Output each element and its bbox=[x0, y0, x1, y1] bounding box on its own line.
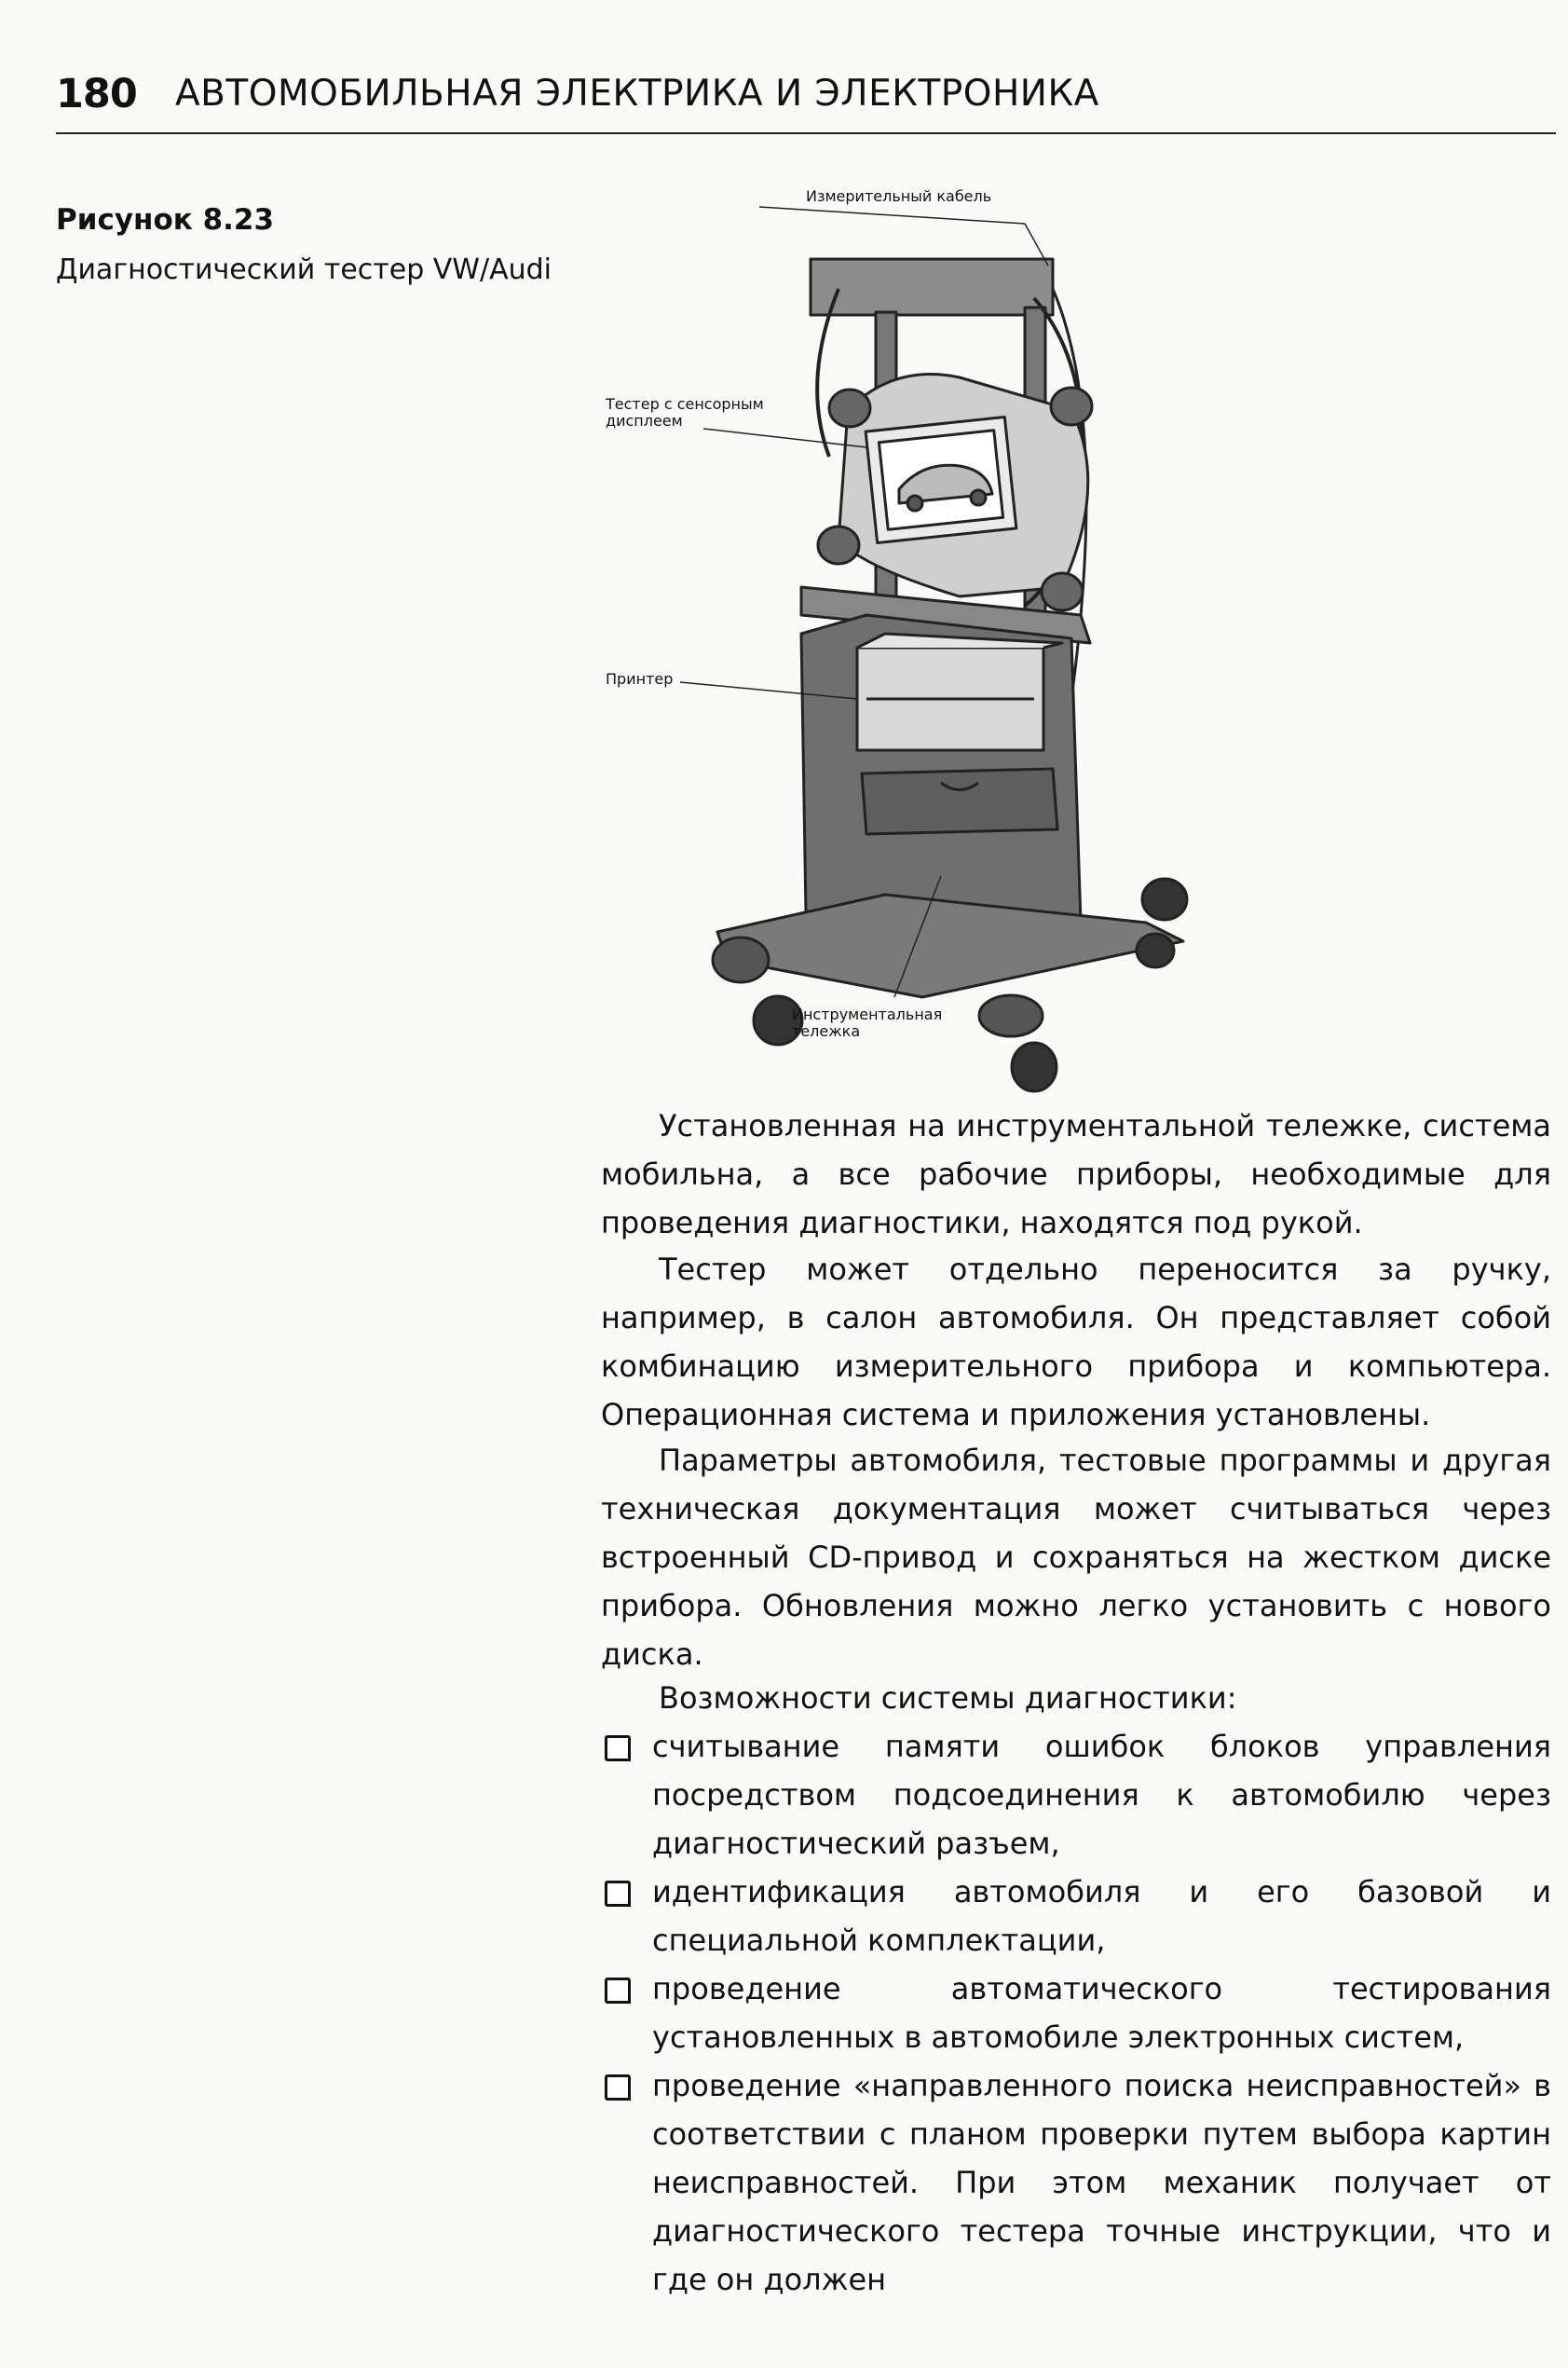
capabilities-list bbox=[601, 1722, 1551, 2304]
running-title: АВТОМОБИЛЬНАЯ ЭЛЕКТРИКА И ЭЛЕКТРОНИКА bbox=[175, 73, 1099, 115]
list-intro: Возможности системы диагностики: bbox=[659, 1680, 1237, 1716]
list-item-text: идентификация автомобиля и его базовой и специальной комплектации, bbox=[652, 1874, 1551, 1958]
paragraph-1 bbox=[601, 1102, 1551, 1247]
callout-cart-line2: тележка bbox=[792, 1022, 861, 1040]
diagnostic-tester-illustration bbox=[587, 177, 1258, 1100]
callout-tester-line1: Тестер с сенсорным bbox=[606, 395, 764, 413]
checkbox-bullet-icon bbox=[605, 1735, 631, 1761]
callout-cart-line1: Инструментальная bbox=[792, 1006, 943, 1023]
cart-drawing bbox=[587, 177, 1258, 1100]
checkbox-bullet-icon bbox=[605, 2074, 631, 2101]
list-item-text: проведение автоматического тестирования установленных в автомобиле электронных систем, bbox=[652, 1971, 1551, 2055]
paragraph-3-text: Параметры автомобиля, тестовые программы и другая техническая документация может считываться через встроенный CD-привод и сохраняться на жестком диске прибора. Обновления можно легко установить с нового диска. bbox=[601, 1443, 1551, 1672]
figure-title: Диагностический тестер VW/Audi bbox=[56, 253, 552, 286]
list-item bbox=[601, 2061, 1551, 2304]
paragraph-2-text: Тестер может отдельно переносится за ручку, например, в салон автомобиля. Он представляет собой комбинацию измерительного прибора и компьютера. Операционная система и приложения установлены. bbox=[601, 1252, 1551, 1432]
list-item-text: проведение «направленного поиска неисправностей» в соответствии с планом проверки путем выбора картин неисправностей. При этом механик получает от диагностического тестера точные инструкции, что и где он должен bbox=[652, 2068, 1551, 2297]
list-item-text: считывание памяти ошибок блоков управления посредством подсоединения к автомобилю через диагностический разъем, bbox=[652, 1729, 1551, 1861]
page-header bbox=[56, 65, 1556, 134]
list-item bbox=[601, 1964, 1551, 2061]
list-item bbox=[601, 1722, 1551, 1868]
figure-label: Рисунок 8.23 bbox=[56, 203, 275, 237]
paragraph-3 bbox=[601, 1436, 1551, 1678]
callout-printer: Принтер bbox=[606, 670, 674, 688]
callout-tester-line2: дисплеем bbox=[606, 412, 683, 430]
checkbox-bullet-icon bbox=[605, 1881, 631, 1907]
paragraph-2 bbox=[601, 1245, 1551, 1439]
list-item bbox=[601, 1868, 1551, 1964]
callout-cable: Измерительный кабель bbox=[806, 187, 992, 205]
paragraph-1-text: Установленная на инструментальной тележке, система мобильна, а все рабочие приборы, необходимые для проведения диагностики, находятся под рукой. bbox=[601, 1108, 1551, 1240]
checkbox-bullet-icon bbox=[605, 1978, 631, 2004]
page-number: 180 bbox=[56, 71, 137, 117]
